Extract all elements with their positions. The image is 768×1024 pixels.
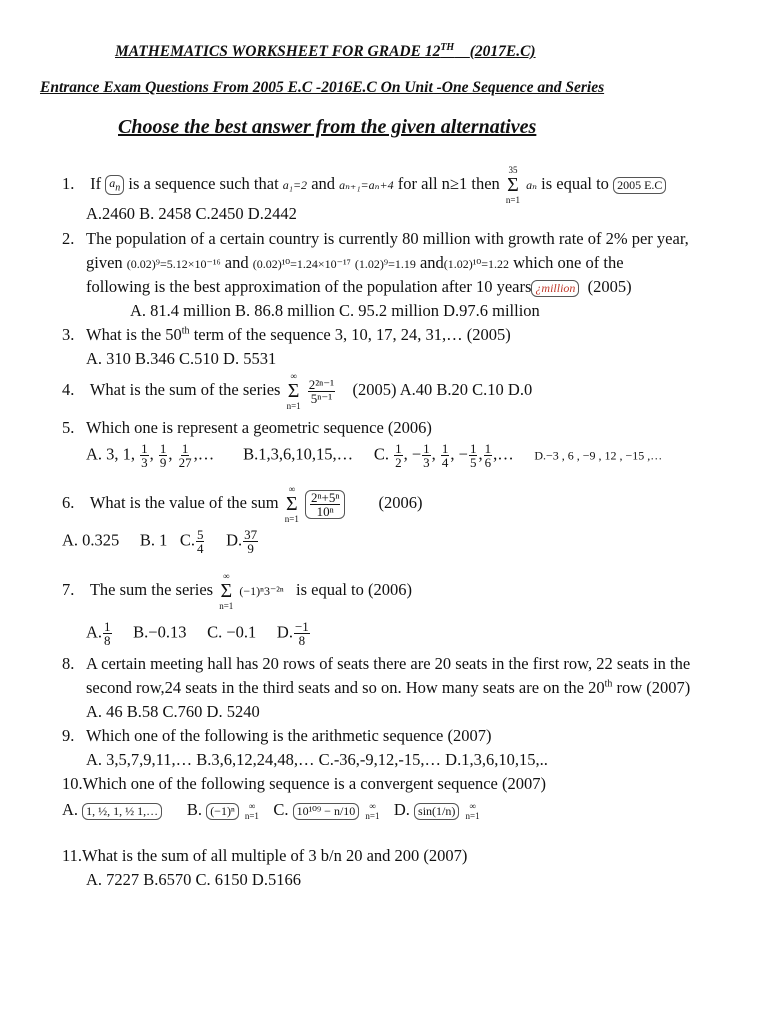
- question-10-options: A. 1, ½, 1, ½ 1,… B. (−1)ⁿ ∞ n=1 C. 10¹⁰⁹ − n/10 ∞ n=1 D. sin(1/n) ∞ n=1: [62, 800, 480, 822]
- question-5-options: A. 3, 1, $\frac{1}{3}$ , $\frac{1}{9}$ , $\frac{1}{27}$ ,… B.1,3,6,10,15,… C. $\frac{1}{2}$ , − $\frac{1}{3}$ , $\frac{1}{4}$ , − $\frac{1}{5}$ , $\frac{1}{6}$ ,… D.−3 , 6 , −9 , 12 , −15 ,…: [86, 441, 663, 470]
- sigma-symbol: 35 Σ n=1: [505, 165, 520, 205]
- sequence-symbol: $a_n$: [105, 175, 124, 194]
- question-2-options: A. 81.4 million B. 86.8 million C. 95.2 million D.97.6 million: [130, 301, 540, 320]
- question-4: 4. What is the sum of the series ∞ Σ n=1 $\frac{\text{2²ⁿ⁻¹}}{\text{5ⁿ⁻¹}}$ (2005) A.40 B.20 C.10 D.0: [62, 371, 533, 411]
- question-5: 5. Which one is represent a geometric sequence (2006): [62, 418, 432, 437]
- question-3: 3. What is the 50th term of the sequence 3, 10, 17, 24, 31,… (2005): [62, 325, 511, 344]
- question-2: 2. The population of a certain country is currently 80 million with growth rate of 2% per year,: [62, 229, 689, 248]
- sigma-symbol: ∞ Σ n=1: [286, 371, 301, 411]
- sigma-symbol: ∞ Σ n=1: [284, 484, 299, 524]
- question-2-text: following is the best approximation of the population after 10 years ¿million (2005): [86, 277, 632, 296]
- question-9-options: A. 3,5,7,9,11,… B.3,6,12,24,48,… C.-36,-9,12,-15,… D.1,3,6,10,15,..: [86, 750, 548, 769]
- worksheet-title: MATHEMATICS WORKSHEET FOR GRADE 12TH (2017E.C): [115, 42, 536, 61]
- question-11: 11.What is the sum of all multiple of 3 b/n 20 and 200 (2007): [62, 846, 468, 865]
- question-10: 10.Which one of the following sequence is a convergent sequence (2007): [62, 774, 546, 793]
- instructions-heading: Choose the best answer from the given alternatives: [118, 116, 537, 138]
- question-6-options: A. 0.325 B. 1 C. $\frac{5}{4}$ D. $\frac{37}{9}$: [62, 527, 258, 556]
- question-8-text: second row,24 seats in the third seats and so on. How many seats are on the 20th row (2007): [86, 678, 691, 697]
- question-1-options: A.2460 B. 2458 C.2450 D.2442: [86, 204, 297, 223]
- question-3-options: A. 310 B.346 C.510 D. 5531: [86, 349, 277, 368]
- question-7-options: A. $\frac{1}{8}$ B.−0.13 C. −0.1 D. $\frac{-1}{8}$: [86, 619, 309, 648]
- question-1: 1. If $a_n$ is a sequence such that a₁=2 and aₙ₊₁=aₙ+4 for all n≥1 then 35 Σ n=1 aₙ is equal to 2005 E.C: [62, 165, 666, 205]
- worksheet-subtitle: Entrance Exam Questions From 2005 E.C -2016E.C On Unit -One Sequence and Series: [40, 79, 605, 96]
- sigma-symbol: ∞ Σ n=1: [219, 571, 234, 611]
- question-6: 6. What is the value of the sum ∞ Σ n=1 $\frac{\text{2ⁿ+5ⁿ}}{\text{10ⁿ}}$ (2006): [62, 484, 423, 524]
- question-8-options: A. 46 B.58 C.760 D. 5240: [86, 702, 260, 721]
- question-7: 7. The sum the series ∞ Σ n=1 (−1)ⁿ3⁻²ⁿ is equal to (2006): [62, 571, 412, 611]
- question-8: 8. A certain meeting hall has 20 rows of seats there are 20 seats in the first row, 22 seats in the: [62, 654, 691, 673]
- question-9: 9. Which one of the following is the arithmetic sequence (2007): [62, 726, 492, 745]
- question-11-options: A. 7227 B.6570 C. 6150 D.5166: [86, 870, 301, 889]
- question-2-given: given (0.02)⁹=5.12×10⁻¹⁶ and (0.02)¹⁰=1.24×10⁻¹⁷ (1.02)⁹=1.19 and(1.02)¹⁰=1.22 which one of the: [86, 253, 624, 272]
